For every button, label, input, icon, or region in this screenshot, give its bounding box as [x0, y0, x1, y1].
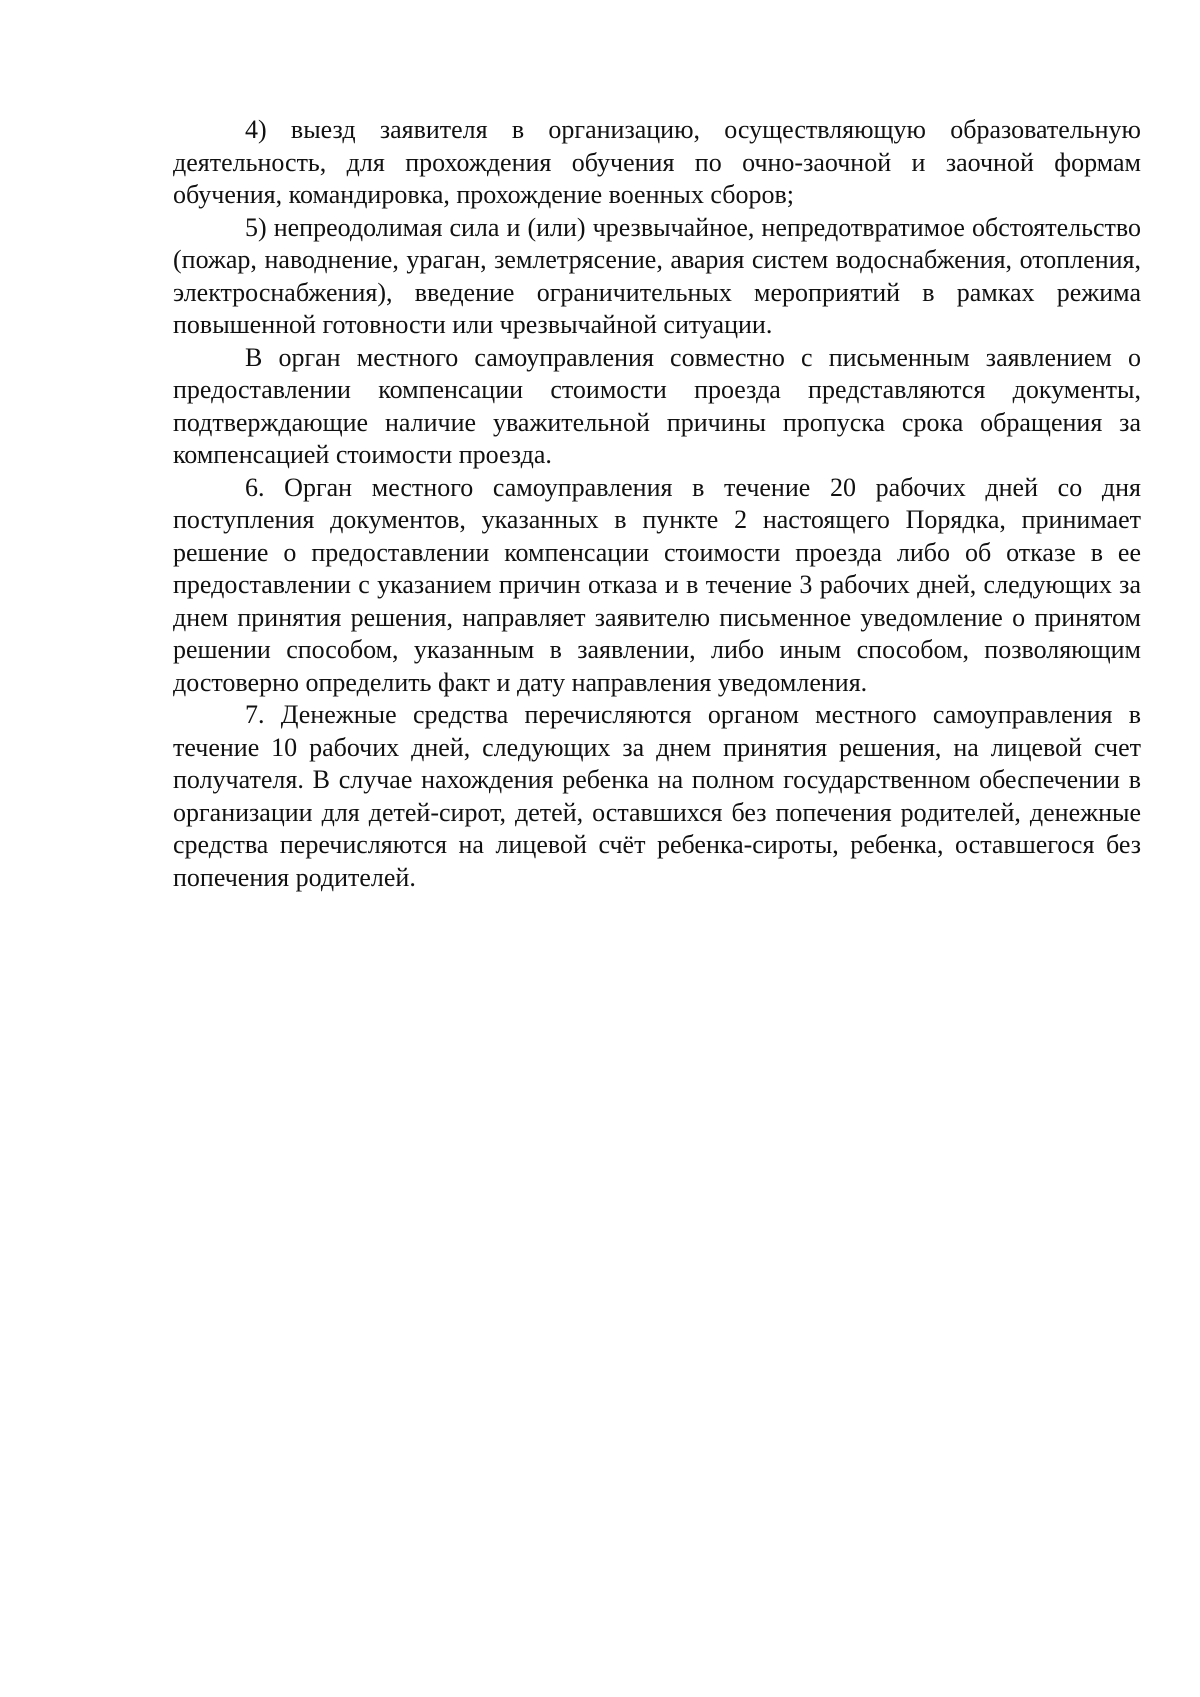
- paragraph-clause-7: 7. Денежные средства перечисляются органом местного самоуправления в течение 10 рабочих дней, следующих за днем принятия решения, на лицевой счет получателя. В случае нахождения ребенка на полном государственном обеспечении в организации для детей-сирот, детей, оставшихся без попечения родителей, денежные средства перечисляются на лицевой счёт ребенка-сироты, ребенка, оставшегося без попечения родителей.: [173, 700, 1141, 892]
- paragraph-documents-note: В орган местного самоуправления совместно с письменным заявлением о предоставлении компенсации стоимости проезда представляются документы, подтверждающие наличие уважительной причины пропуска срока обращения за компенсацией стоимости проезда.: [173, 342, 1141, 469]
- paragraph-clause-6: 6. Орган местного самоуправления в течение 20 рабочих дней со дня поступления документов, указанных в пункте 2 настоящего Порядка, принимает решение о предоставлении компенсации стоимости проезда либо об отказе в ее предоставлении с указанием причин отказа и в течение 3 рабочих дней, следующих за днем принятия решения, направляет заявителю письменное уведомление о принятом решении способом, указанным в заявлении, либо иным способом, позволяющим достоверно определить факт и дату направления уведомления.: [173, 472, 1141, 697]
- paragraph-item-4: 4) выезд заявителя в организацию, осуществляющую образовательную деятельность, для прохождения обучения по очно-заочной и заочной формам обучения, командировка, прохождение военных сборов;: [173, 115, 1141, 209]
- paragraph-item-5: 5) непреодолимая сила и (или) чрезвычайное, непредотвратимое обстоятельство (пожар, наводнение, ураган, землетрясение, авария систем водоснабжения, отопления, электроснабжения), введение ограничительных мероприятий в рамках режима повышенной готовности или чрезвычайной ситуации.: [173, 212, 1141, 339]
- document-body: [173, 114, 1141, 894]
